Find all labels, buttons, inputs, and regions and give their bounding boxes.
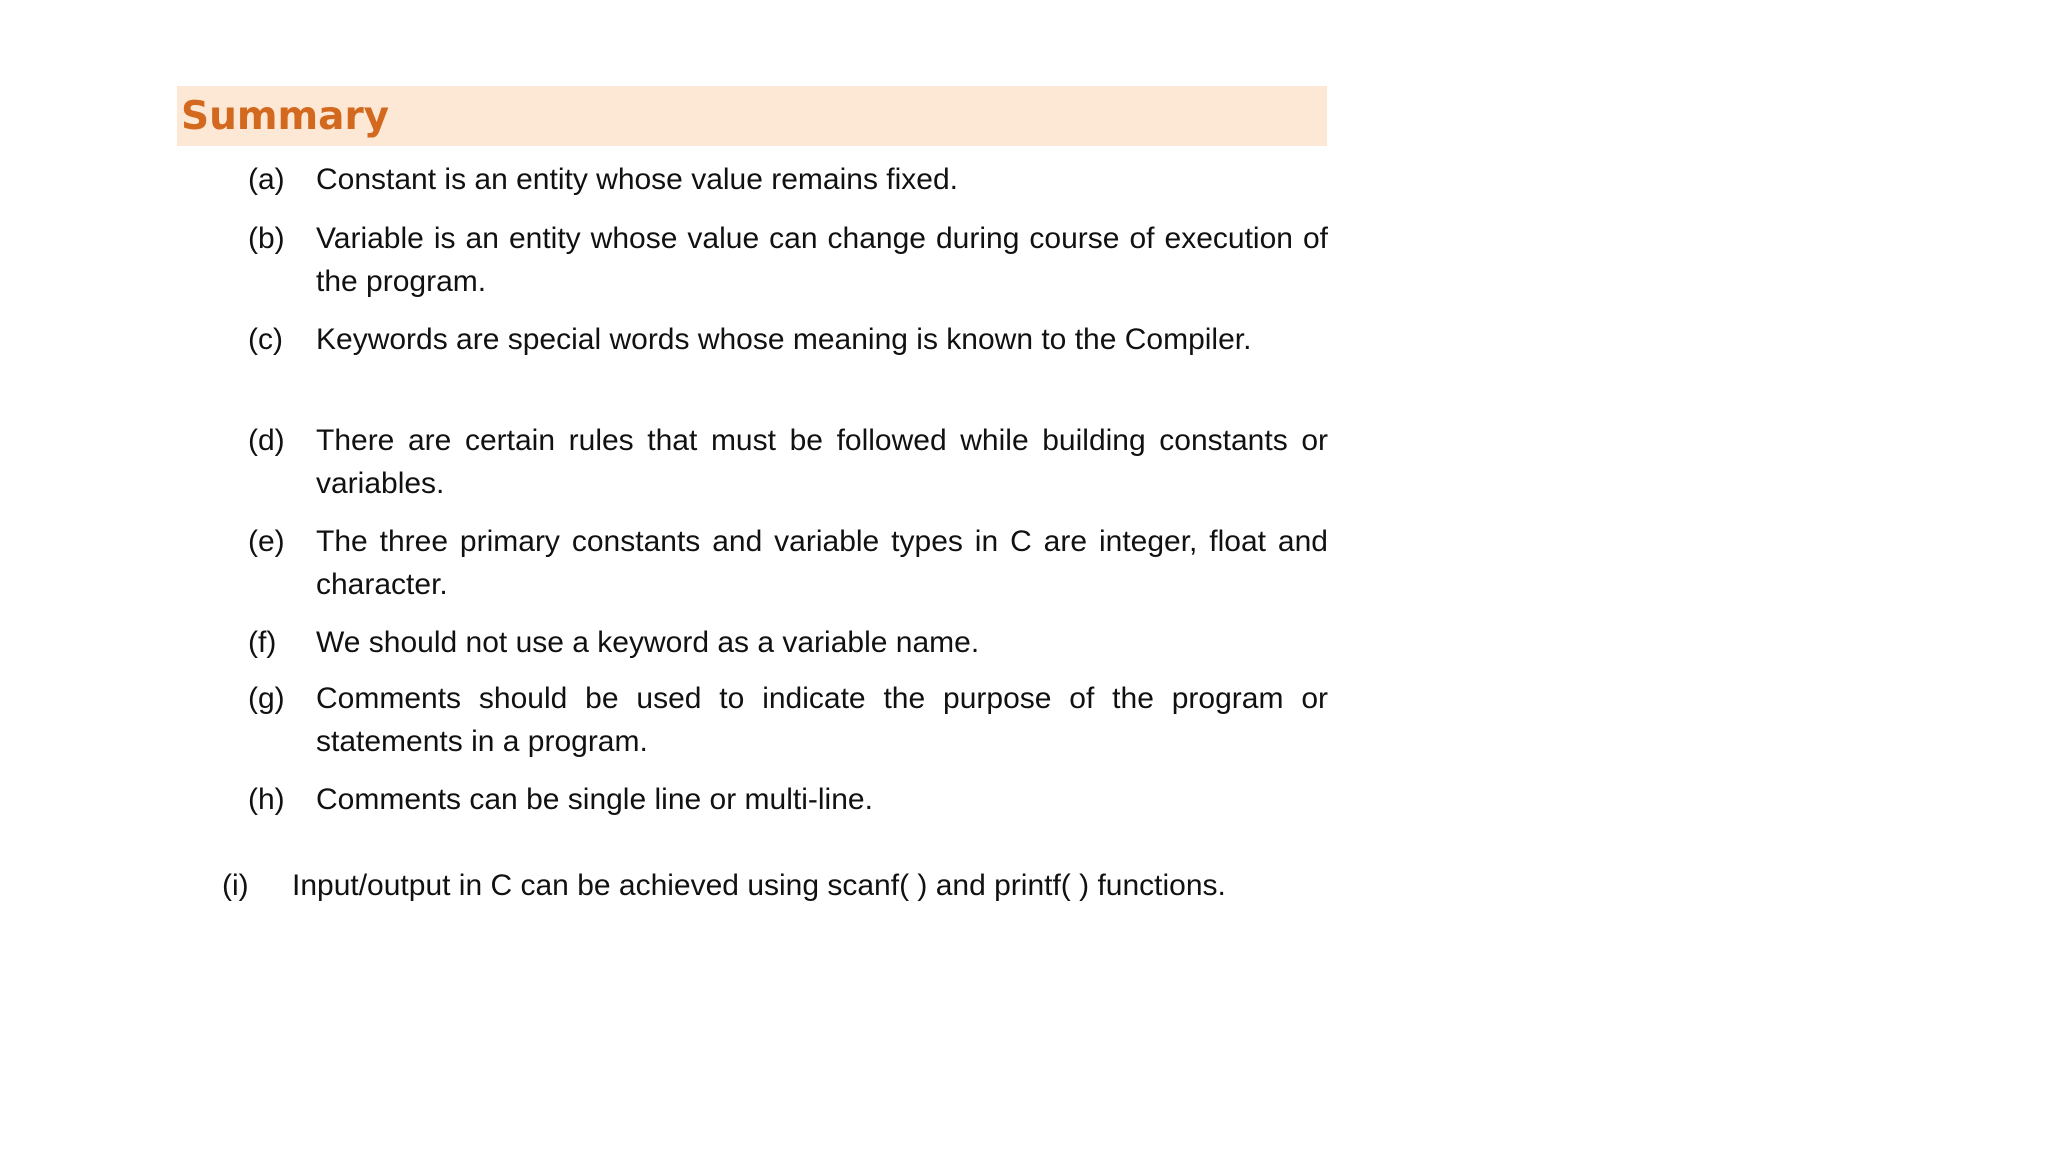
item-label: (h) — [248, 783, 285, 816]
item-label: (f) — [248, 626, 277, 659]
item-label: (i) — [222, 869, 249, 902]
item-text: The three primary constants and variable types in C are integer, float and character. — [316, 525, 1328, 601]
item-text: Comments can be single line or multi-line. — [316, 783, 873, 816]
item-text: There are certain rules that must be followed while building constants or variables. — [316, 424, 1328, 500]
item-text: Comments should be used to indicate the purpose of the program or statements in a program. — [316, 682, 1328, 758]
item-text: Input/output in C can be achieved using scanf( ) and printf( ) functions. — [292, 869, 1226, 902]
item-label: (d) — [248, 424, 285, 457]
item-label: (c) — [248, 323, 283, 356]
item-label: (g) — [248, 682, 285, 715]
item-text: Constant is an entity whose value remains fixed. — [316, 163, 958, 196]
summary-heading: Summary — [181, 94, 390, 139]
item-text: Variable is an entity whose value can change during course of execution of the program. — [316, 222, 1328, 298]
item-label: (e) — [248, 525, 285, 558]
item-text: We should not use a keyword as a variable name. — [316, 626, 980, 659]
summary-heading-bar — [177, 86, 1327, 146]
item-text: Keywords are special words whose meaning is known to the Compiler. — [316, 323, 1252, 356]
item-label: (b) — [248, 222, 285, 255]
item-label: (a) — [248, 163, 285, 196]
